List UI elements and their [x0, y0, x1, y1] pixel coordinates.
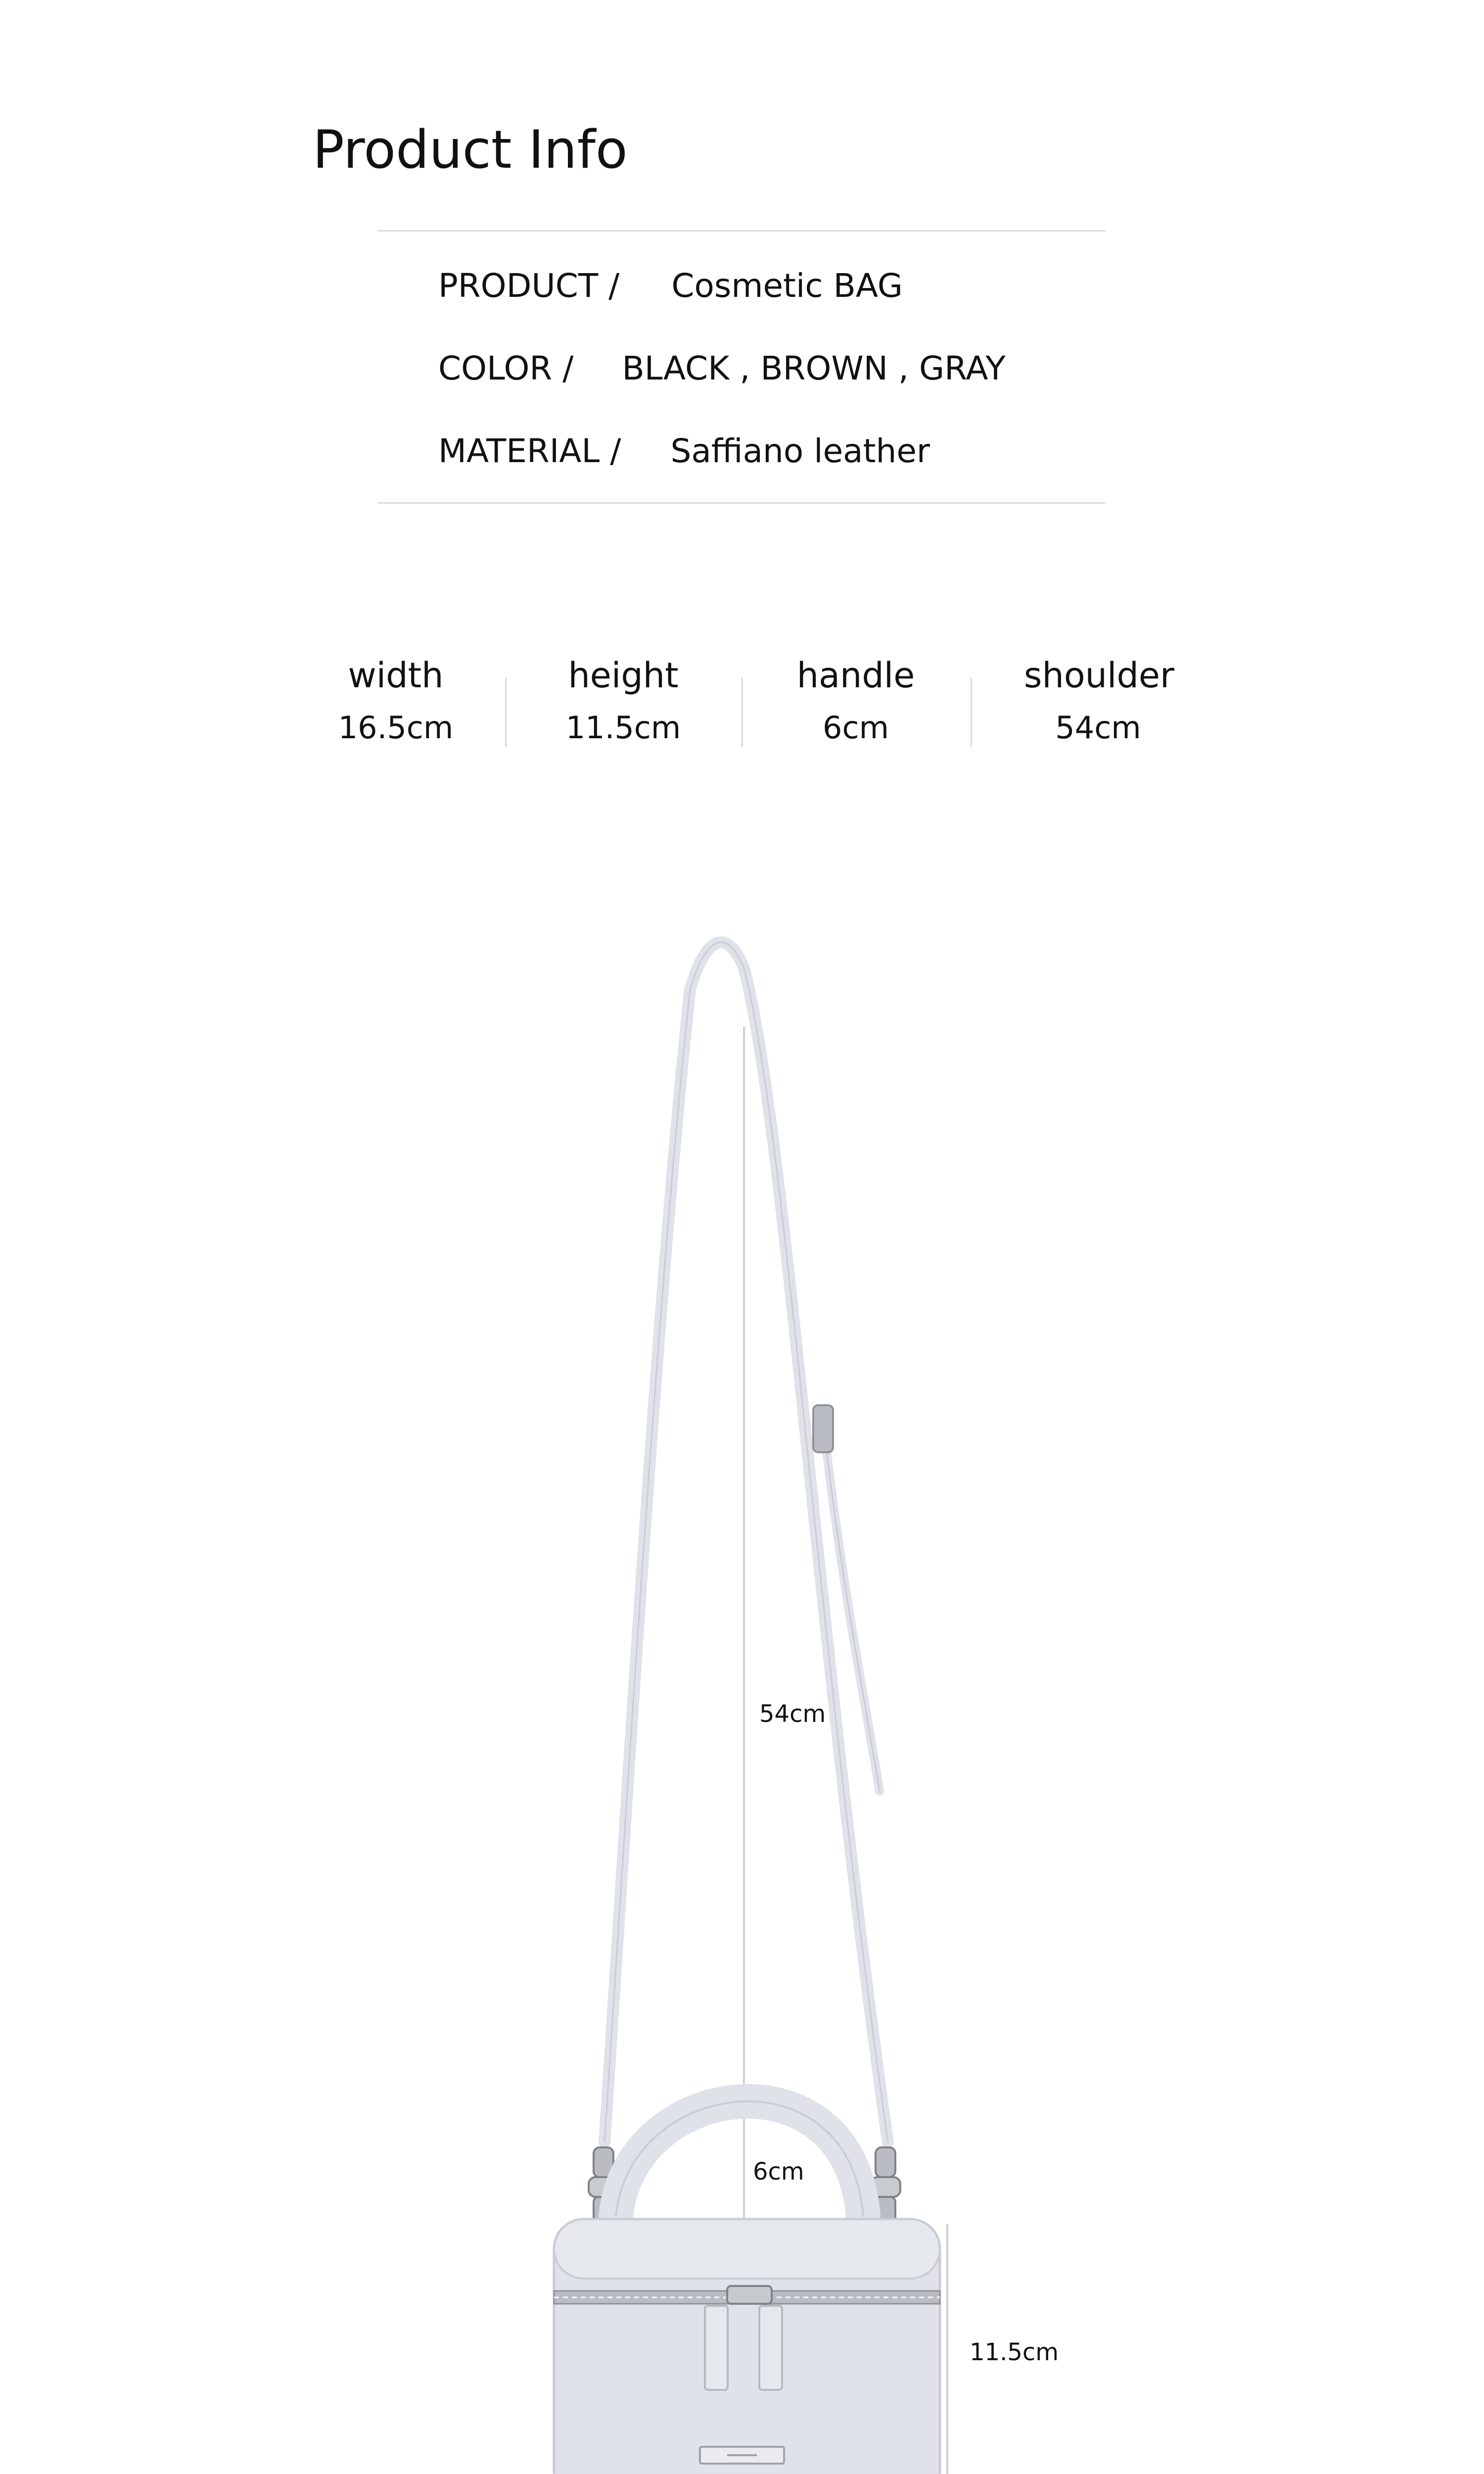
- handle-length-label: 6cm: [753, 2158, 804, 2186]
- zipper-pull-right: [759, 2306, 782, 2390]
- info-value: Saffiano leather: [670, 432, 930, 470]
- spec-value: 6cm: [823, 710, 889, 746]
- bag-lid: [554, 2219, 940, 2279]
- zipper-slider: [727, 2286, 772, 2304]
- info-label: PRODUCT /: [438, 267, 620, 305]
- height-label: 11.5cm: [970, 2338, 1059, 2366]
- page-title: Product Info: [313, 119, 628, 180]
- spec-name: shoulder: [1024, 655, 1174, 696]
- info-value: BLACK , BROWN , GRAY: [622, 349, 1006, 387]
- info-label: MATERIAL /: [438, 432, 621, 470]
- spec-value: 11.5cm: [565, 710, 681, 746]
- spec-name: handle: [796, 655, 915, 696]
- info-value: Cosmetic BAG: [671, 267, 903, 305]
- spec-name: width: [348, 655, 444, 696]
- spec-value: 16.5cm: [338, 710, 454, 746]
- strap-length-label: 54cm: [759, 1700, 826, 1728]
- info-label: COLOR /: [438, 349, 574, 387]
- shoulder-strap: [604, 942, 888, 2142]
- spec-name: height: [568, 655, 679, 696]
- top-handle: [616, 2101, 863, 2217]
- zipper-pull-left: [705, 2306, 728, 2390]
- strap-buckle: [813, 1405, 833, 1452]
- spec-value: 54cm: [1055, 710, 1141, 746]
